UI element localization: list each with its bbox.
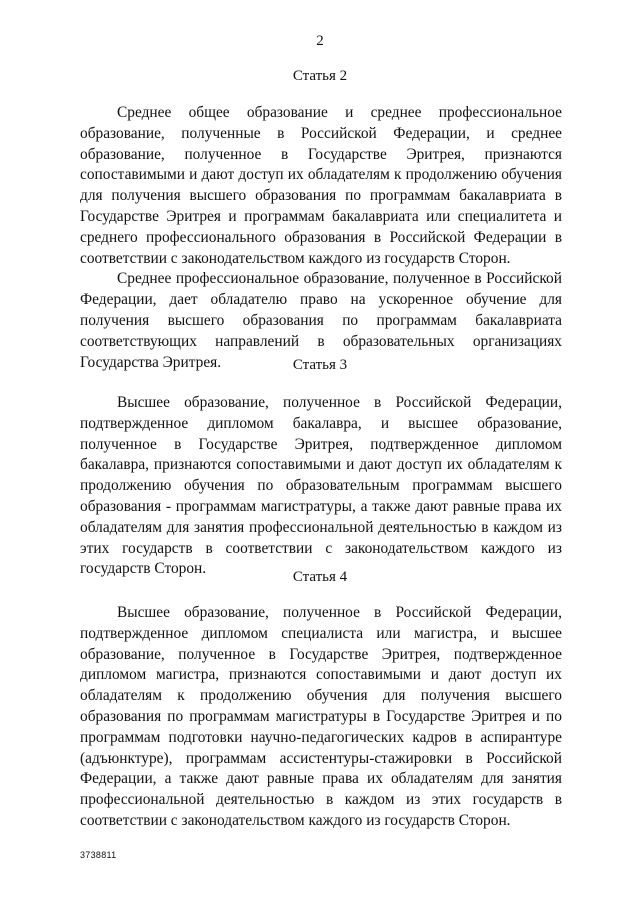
- page-number: 2: [316, 33, 324, 49]
- document-id-code: 3738811: [80, 850, 117, 860]
- article-3-paragraph-1: Высшее образование, полученное в Российской Федерации, подтвержденное дипломом бакалавра, и высшее образование, полученное в Государстве Эритрея, подтвержденное дипломом бакалавра, признаются сопоставимыми и дают доступ их обладателям к продолжению обучения по образовательным программам высшего образования - программам магистратуры, а также дают равные права их обладателям для занятия профессиональной деятельностью в каждом из этих государств в соответствии с законодательством каждого из государств Сторон.: [80, 394, 562, 578]
- article-4-heading: Статья 4: [292, 569, 348, 585]
- article-2-paragraph-1: Среднее общее образование и среднее профессиональное образование, полученные в Российской Федерации, и среднее образование, полученное в Государстве Эритрея, признаются сопоставимыми и дают доступ их обладателям к продолжению обучения для получения высшего образования по программам бакалавриата в Государстве Эритрея и программам бакалавриата или специалитета и среднего профессионального образования в Российской Федерации в соответствии с законодательством каждого из государств Сторон.: [80, 104, 562, 267]
- article-4-paragraph-1: Высшее образование, полученное в Российской Федерации, подтвержденное дипломом специалиста или магистра, и высшее образование, полученное в Государстве Эритрея, подтвержденное дипломом магистра, признаются сопоставимыми и дают доступ их обладателям к продолжению обучения для получения высшего образования по программам магистратуры в Государстве Эритрея и по программам подготовки научно-педагогических кадров в аспирантуре (адъюнктуре), программам ассистентуры-стажировки в Российской Федерации, а также дают равные права их обладателям для занятия профессиональной деятельностью в каждом из этих государств в соответствии с законодательством каждого из государств Сторон.: [80, 604, 562, 829]
- article-3-body: [80, 393, 562, 580]
- article-2-paragraph-2: Среднее профессиональное образование, полученное в Российской Федерации, дает обладателю право на ускоренное обучение для получения высшего образования по программам бакалавриата соответствующих направлений в образовательных организациях Государства Эритрея.: [80, 270, 562, 371]
- article-2-heading: Статья 2: [292, 68, 348, 84]
- article-2-body: [80, 103, 562, 373]
- article-3-heading: Статья 3: [292, 357, 348, 373]
- article-4-body: [80, 603, 562, 832]
